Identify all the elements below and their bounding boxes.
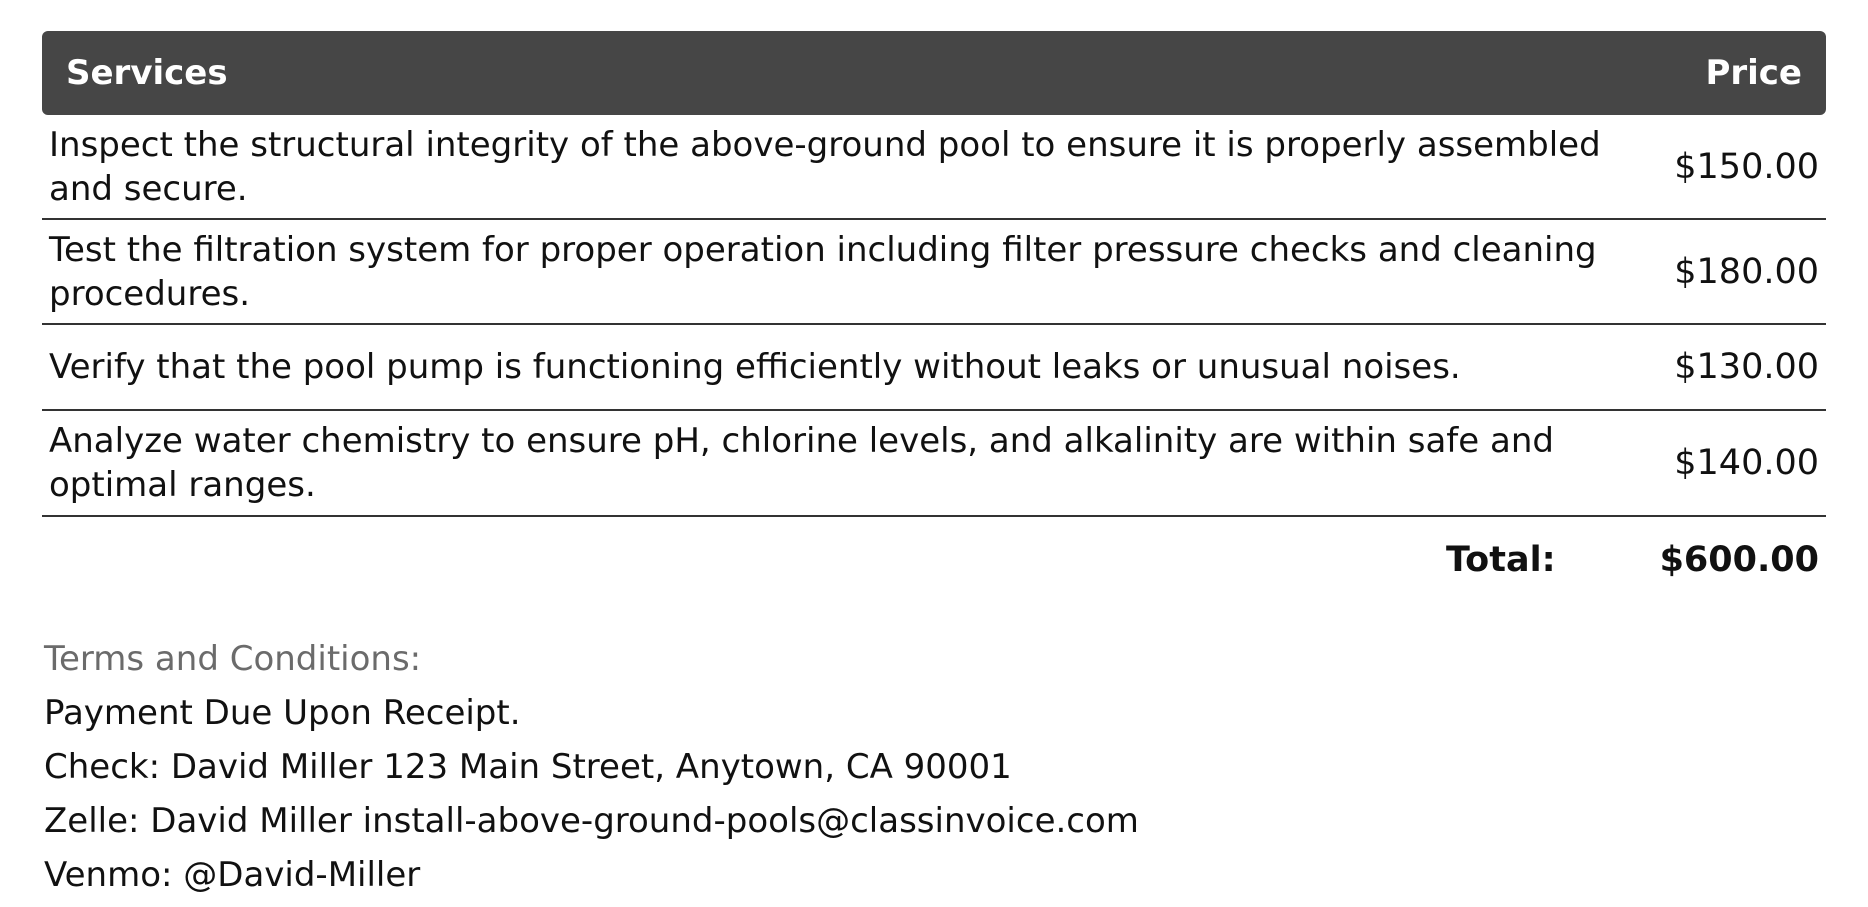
- service-description: Analyze water chemistry to ensure pH, chlorine levels, and alkalinity are within safe and optimal ranges.: [49, 421, 1554, 505]
- service-price: $150.00: [1674, 146, 1819, 187]
- terms-line: Check: David Miller 123 Main Street, Anytown, CA 90001: [44, 747, 1012, 787]
- terms-title: Terms and Conditions:: [44, 639, 422, 679]
- service-description: Inspect the structural integrity of the above-ground pool to ensure it is properly assembled and secure.: [49, 124, 1601, 209]
- service-price: $180.00: [1674, 251, 1819, 292]
- table-row: [42, 220, 1826, 325]
- table-row: [42, 325, 1826, 411]
- total-value: $600.00: [1659, 540, 1819, 580]
- header-services: Services: [66, 53, 228, 93]
- service-price: $140.00: [1674, 443, 1819, 483]
- service-description: Verify that the pool pump is functioning efficiently without leaks or unusual noises.: [49, 347, 1461, 387]
- total-label: Total:: [1445, 540, 1556, 580]
- terms-line: Payment Due Upon Receipt.: [44, 693, 521, 733]
- table-header: [42, 31, 1826, 115]
- total-row: [42, 517, 1826, 603]
- header-price: Price: [1705, 53, 1802, 93]
- service-price: $130.00: [1674, 347, 1819, 387]
- services-table: [42, 31, 1826, 603]
- terms-line: Venmo: @David-Miller: [44, 855, 421, 895]
- terms-line: Zelle: David Miller install-above-ground-pools@classinvoice.com: [44, 801, 1139, 841]
- service-description: Test the filtration system for proper operation including filter pressure checks and cleaning procedures.: [49, 229, 1597, 314]
- table-row: [42, 411, 1826, 517]
- terms-section: [44, 637, 1744, 907]
- table-row: [42, 115, 1826, 220]
